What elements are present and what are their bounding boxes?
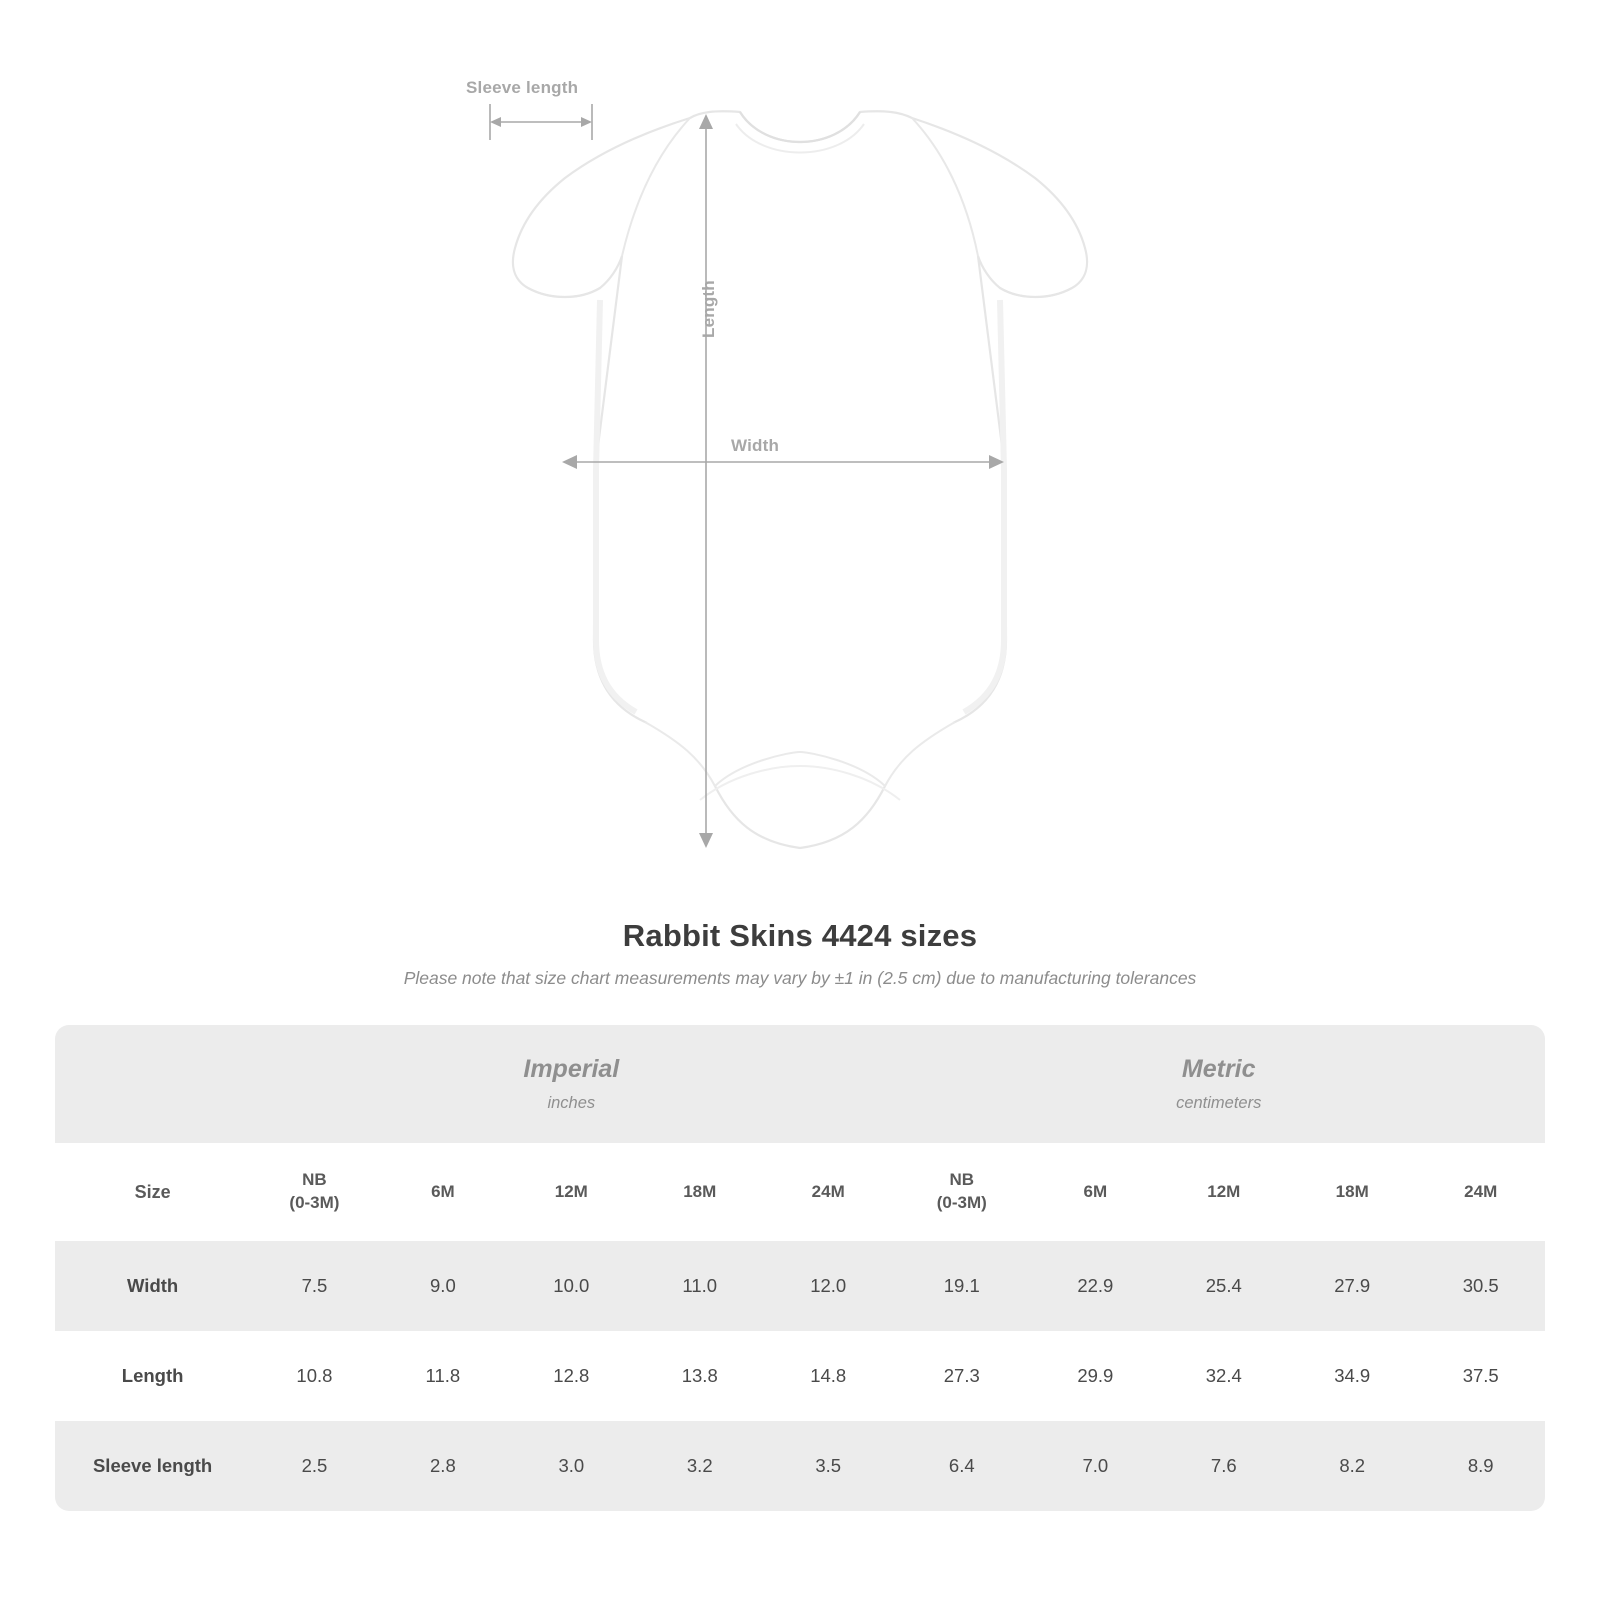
- sleeve-length-dimension-label: Sleeve length: [466, 78, 579, 97]
- unit-imperial-sub: inches: [547, 1094, 596, 1112]
- cell-length-3: 13.8: [636, 1331, 764, 1421]
- unit-metric-title: Metric: [1181, 1055, 1256, 1083]
- table-unit-row: [55, 1025, 1545, 1143]
- cell-length-6: 29.9: [1031, 1331, 1159, 1421]
- size-table-wrapper: [55, 1025, 1545, 1511]
- cell-width-7: 25.4: [1160, 1241, 1288, 1331]
- cell-width-4: 12.0: [764, 1241, 892, 1331]
- cell-length-2: 12.8: [507, 1331, 635, 1421]
- cell-sleeve-0: 2.5: [250, 1421, 378, 1511]
- unit-metric-sub: centimeters: [1176, 1094, 1262, 1112]
- row-label-width: Width: [55, 1241, 250, 1331]
- cell-sleeve-1: 2.8: [379, 1421, 507, 1511]
- header-col-8: [1288, 1143, 1416, 1241]
- header-col-2: [507, 1143, 635, 1241]
- cell-length-7: 32.4: [1160, 1331, 1288, 1421]
- cell-sleeve-9: 8.9: [1416, 1421, 1545, 1511]
- cell-length-5: 27.3: [892, 1331, 1031, 1421]
- title-block: [0, 918, 1600, 989]
- header-col-9-line1: 24M: [1464, 1181, 1498, 1201]
- cell-length-9: 37.5: [1416, 1331, 1545, 1421]
- header-col-5: [892, 1143, 1031, 1241]
- cell-length-4: 14.8: [764, 1331, 892, 1421]
- header-col-0-line1: NB: [302, 1170, 327, 1190]
- header-col-1: [379, 1143, 507, 1241]
- table-header-row: [55, 1143, 1545, 1241]
- cell-sleeve-5: 6.4: [892, 1421, 1031, 1511]
- header-col-0: [250, 1143, 378, 1241]
- cell-length-8: 34.9: [1288, 1331, 1416, 1421]
- row-label-length: Length: [55, 1331, 250, 1421]
- cell-width-1: 9.0: [379, 1241, 507, 1331]
- table-row: [55, 1331, 1545, 1421]
- header-col-7: [1160, 1143, 1288, 1241]
- table-row: [55, 1241, 1545, 1331]
- cell-width-5: 19.1: [892, 1241, 1031, 1331]
- header-col-1-line1: 6M: [431, 1181, 455, 1201]
- cell-width-3: 11.0: [636, 1241, 764, 1331]
- header-col-5-line2: (0-3M): [936, 1193, 987, 1212]
- cell-width-9: 30.5: [1416, 1241, 1545, 1331]
- cell-sleeve-2: 3.0: [507, 1421, 635, 1511]
- cell-sleeve-7: 7.6: [1160, 1421, 1288, 1511]
- cell-width-0: 7.5: [250, 1241, 378, 1331]
- header-col-2-line1: 12M: [554, 1181, 588, 1201]
- header-col-4: [764, 1143, 892, 1241]
- table-row: [55, 1421, 1545, 1511]
- unit-imperial-title: Imperial: [523, 1055, 620, 1083]
- row-label-sleeve-length: Sleeve length: [55, 1421, 250, 1511]
- header-col-9: [1416, 1143, 1545, 1241]
- header-col-4-line1: 24M: [811, 1181, 845, 1201]
- cell-width-2: 10.0: [507, 1241, 635, 1331]
- cell-length-0: 10.8: [250, 1331, 378, 1421]
- header-col-6: [1031, 1143, 1159, 1241]
- unit-group-metric: [892, 1025, 1545, 1143]
- cell-length-1: 11.8: [379, 1331, 507, 1421]
- tolerance-note: Please note that size chart measurements may vary by ±1 in (2.5 cm) due to manufacturing tolerances: [403, 968, 1197, 988]
- header-col-5-line1: NB: [949, 1170, 975, 1190]
- length-dimension-label: Length: [699, 280, 718, 338]
- header-col-6-line1: 6M: [1083, 1181, 1108, 1201]
- unit-row-spacer: [55, 1025, 250, 1143]
- header-size-label: Size: [55, 1143, 250, 1241]
- header-col-7-line1: 12M: [1207, 1181, 1241, 1201]
- cell-sleeve-8: 8.2: [1288, 1421, 1416, 1511]
- bodysuit-shape: [513, 111, 1087, 848]
- width-dimension-label: Width: [731, 436, 780, 455]
- header-col-3: [636, 1143, 764, 1241]
- cell-width-6: 22.9: [1031, 1241, 1159, 1331]
- header-col-0-line2: (0-3M): [289, 1193, 340, 1212]
- header-col-3-line1: 18M: [683, 1181, 717, 1201]
- cell-sleeve-4: 3.5: [764, 1421, 892, 1511]
- cell-width-8: 27.9: [1288, 1241, 1416, 1331]
- size-table: [55, 1025, 1545, 1511]
- cell-sleeve-3: 3.2: [636, 1421, 764, 1511]
- page-title: Rabbit Skins 4424 sizes: [622, 918, 978, 953]
- unit-group-imperial: [250, 1025, 892, 1143]
- cell-sleeve-6: 7.0: [1031, 1421, 1159, 1511]
- header-col-8-line1: 18M: [1335, 1181, 1369, 1201]
